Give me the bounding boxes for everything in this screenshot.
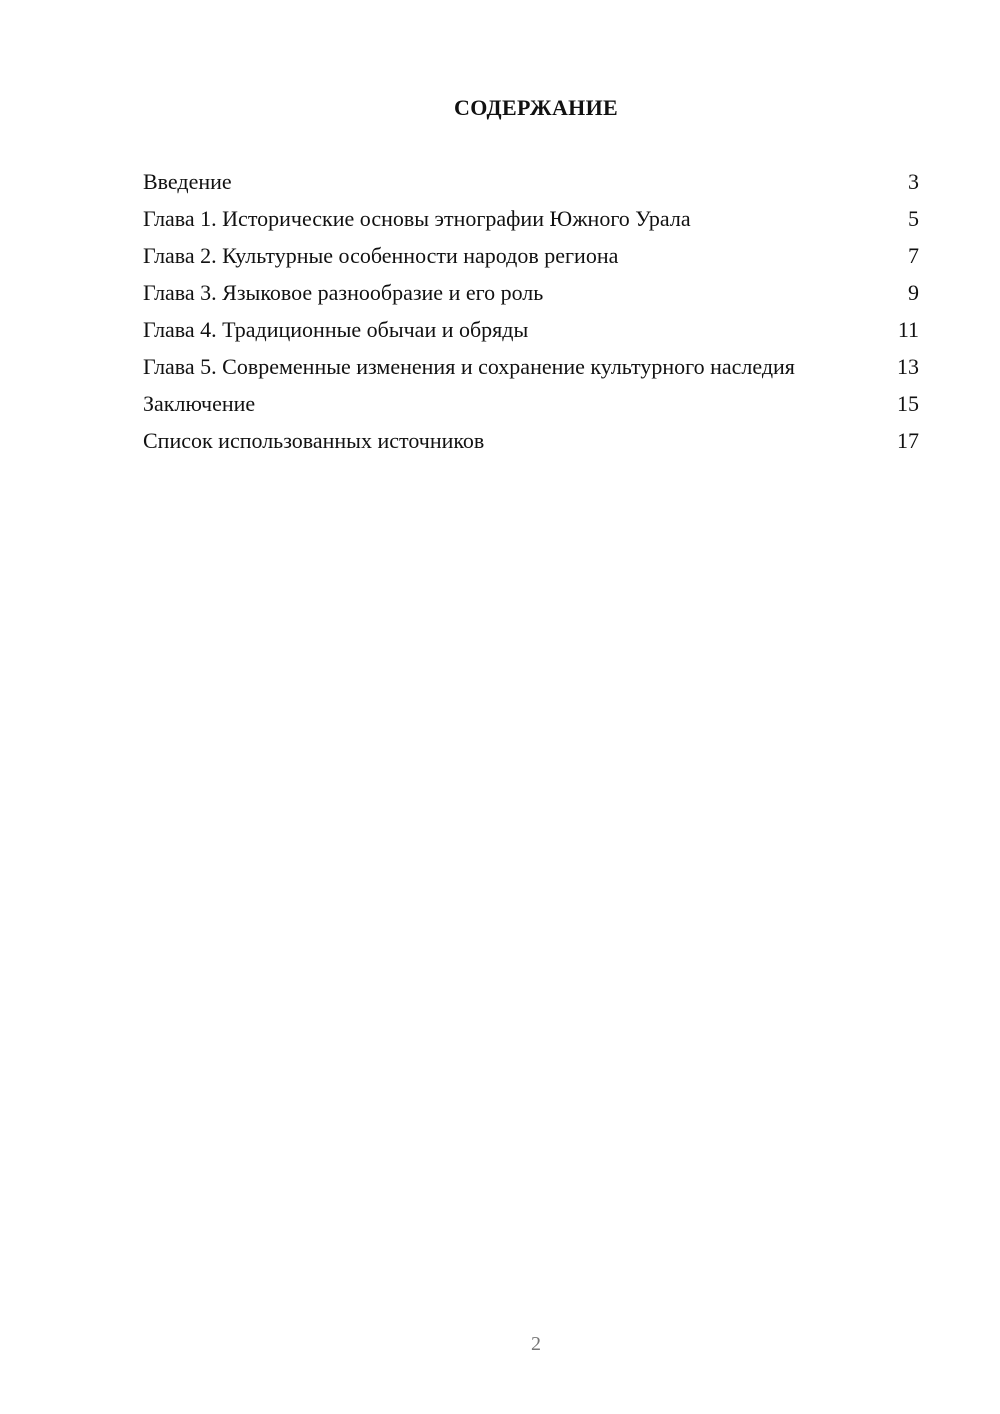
toc-item-page: 7 xyxy=(908,243,919,268)
toc-item-label: Глава 5. Современные изменения и сохранение культурного наследия xyxy=(143,354,795,379)
page-number: 2 xyxy=(531,1333,541,1355)
toc-item-page: 13 xyxy=(897,354,919,379)
toc-item[interactable] xyxy=(143,316,919,344)
toc-item[interactable] xyxy=(143,242,919,270)
toc-item-page: 9 xyxy=(908,280,919,305)
toc-item-label: Заключение xyxy=(143,391,256,416)
toc-item[interactable] xyxy=(143,279,919,307)
toc-item-page: 5 xyxy=(908,206,919,231)
table-of-contents xyxy=(143,168,919,464)
toc-item-page: 11 xyxy=(897,317,919,342)
toc-item-label: Введение xyxy=(143,169,232,194)
toc-item-label: Глава 2. Культурные особенности народов региона xyxy=(143,243,619,268)
page-title: СОДЕРЖАНИЕ xyxy=(454,95,618,120)
toc-item-label: Глава 1. Исторические основы этнографии Южного Урала xyxy=(143,206,691,231)
toc-item[interactable] xyxy=(143,390,919,418)
toc-item-label: Список использованных источников xyxy=(143,428,485,453)
toc-item-label: Глава 3. Языковое разнообразие и его роль xyxy=(143,280,544,305)
toc-item[interactable] xyxy=(143,427,919,455)
toc-item[interactable] xyxy=(143,168,919,196)
toc-item-page: 17 xyxy=(897,428,919,453)
toc-item-label: Глава 4. Традиционные обычаи и обряды xyxy=(143,317,529,342)
toc-item[interactable] xyxy=(143,205,919,233)
toc-item[interactable] xyxy=(143,353,919,381)
toc-item-page: 15 xyxy=(897,391,919,416)
toc-item-page: 3 xyxy=(908,169,919,194)
